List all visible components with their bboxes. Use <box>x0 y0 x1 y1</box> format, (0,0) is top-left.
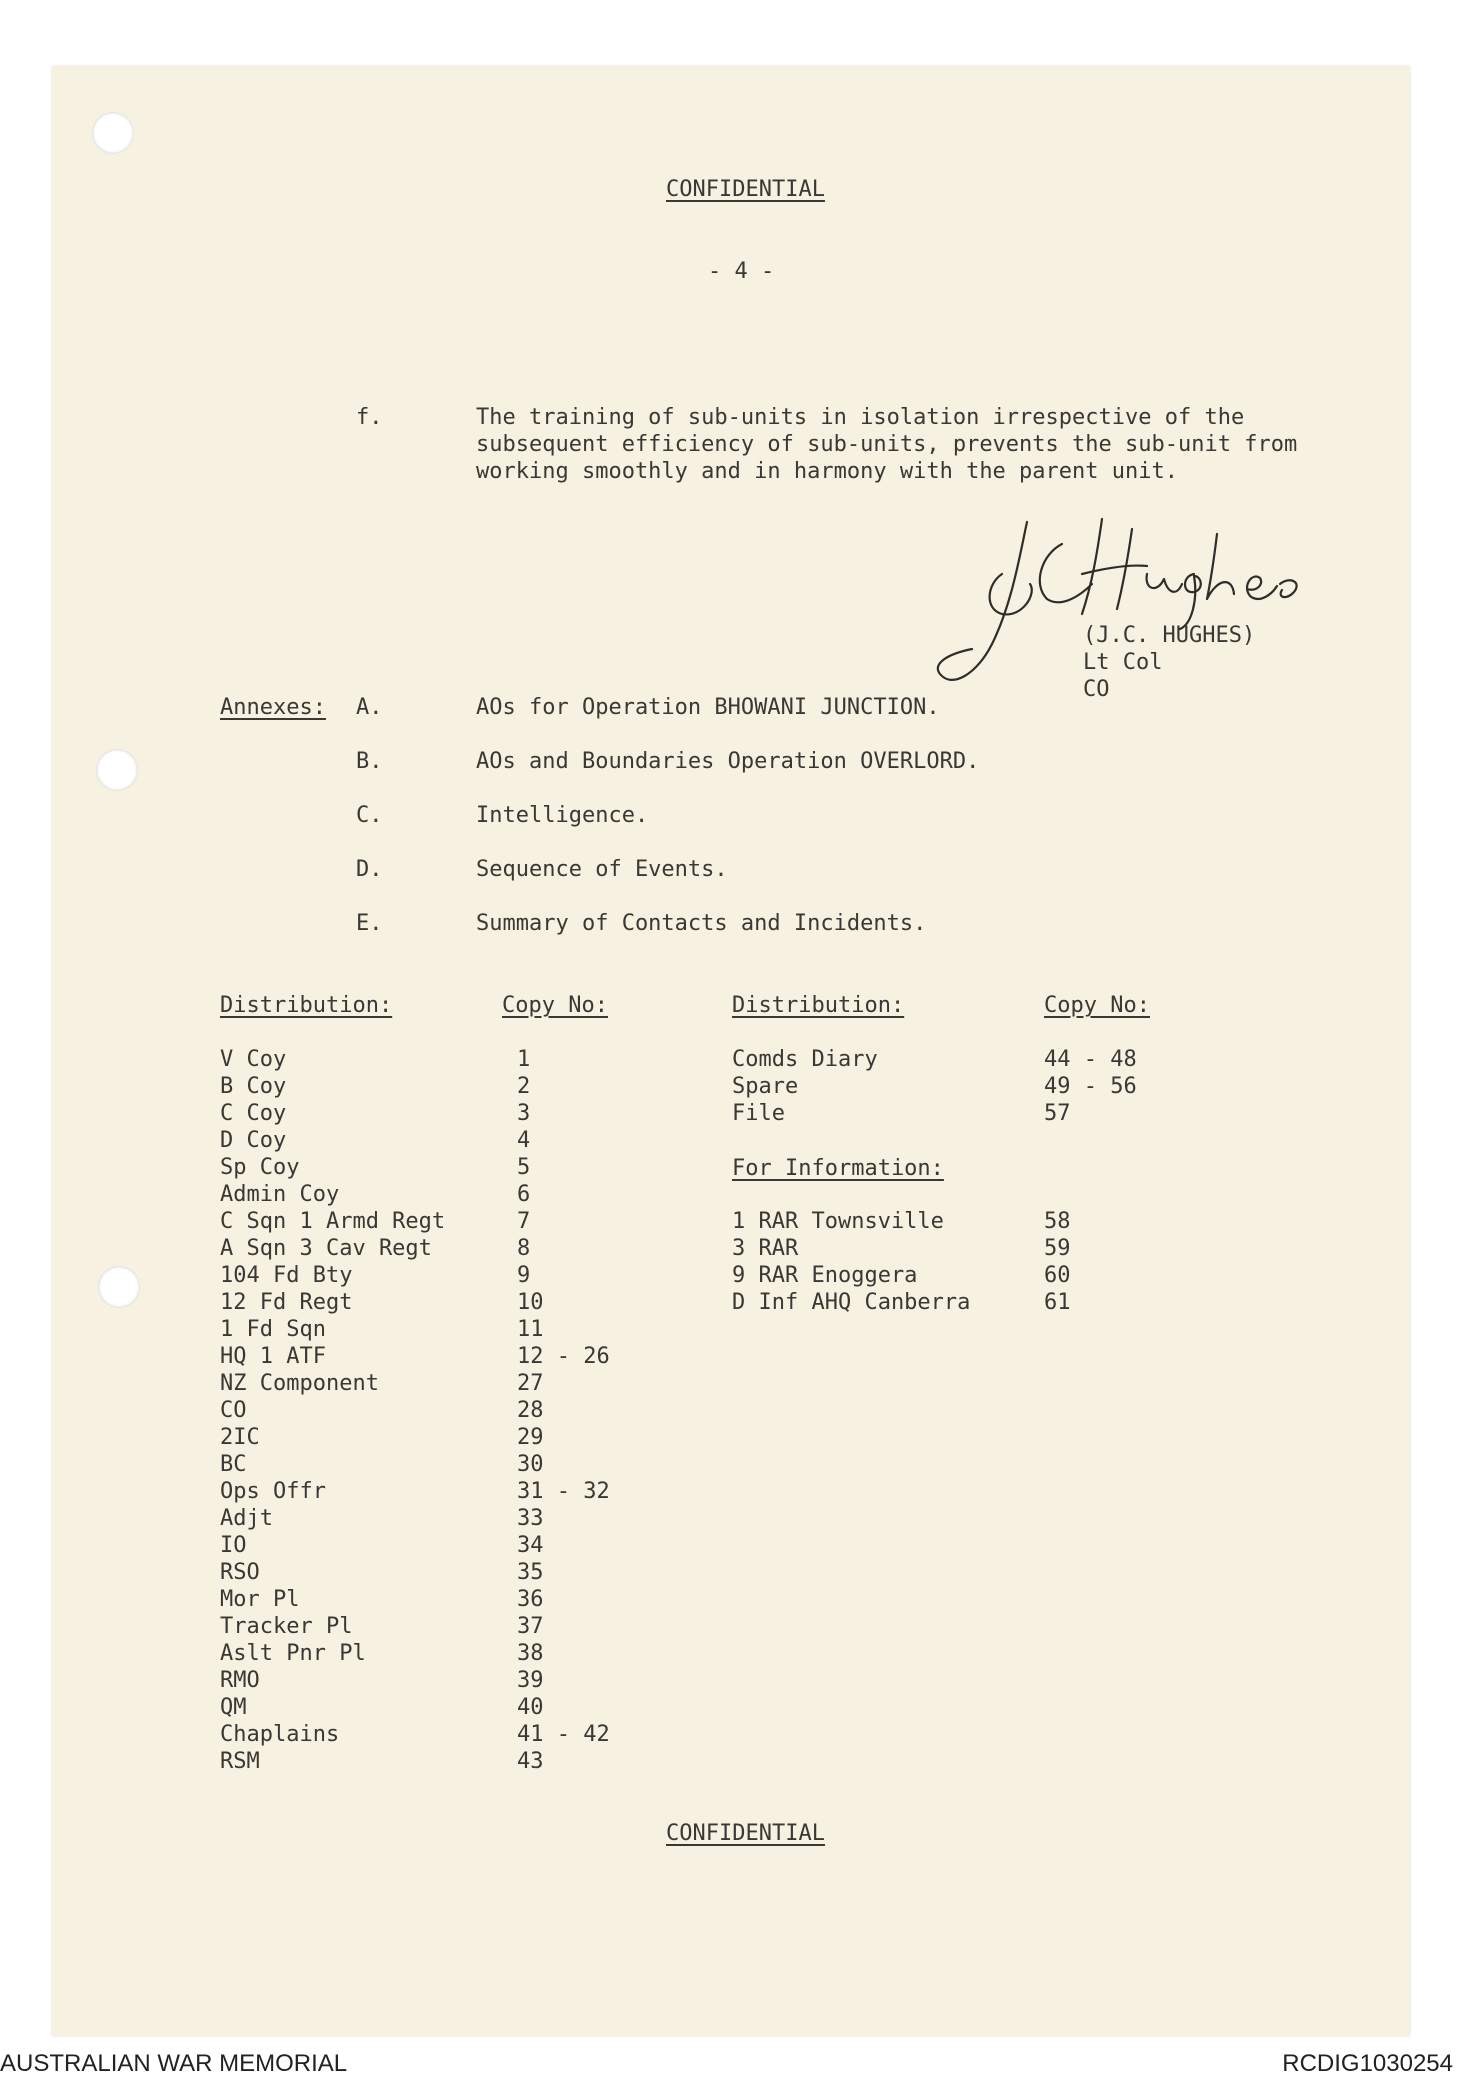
annex-text-a: AOs for Operation BHOWANI JUNCTION. <box>476 695 940 720</box>
distribution-row-name: RMO <box>220 1668 260 1693</box>
punch-hole-bottom <box>98 1266 140 1308</box>
information-row-name: 3 RAR <box>732 1236 799 1261</box>
archive-reference: RCDIG1030254 <box>1282 2050 1453 2077</box>
archive-institution: AUSTRALIAN WAR MEMORIAL <box>0 2050 348 2077</box>
distribution-row-name: BC <box>220 1452 247 1477</box>
annex-letter-d: D. <box>356 857 383 882</box>
page-number: - 4 - <box>708 259 775 284</box>
distribution-row-name: Admin Coy <box>220 1182 340 1207</box>
distribution-left-copies <box>517 1046 610 1775</box>
distribution-row-name: Mor Pl <box>220 1587 300 1612</box>
distribution-row-name: C Coy <box>220 1101 287 1126</box>
distribution-row-copy: 27 <box>517 1371 544 1396</box>
distribution-row-name: Tracker Pl <box>220 1614 353 1639</box>
distribution-row-copy: 34 <box>517 1533 544 1558</box>
distribution-row-copy: 57 <box>1044 1101 1071 1126</box>
annex-text-b: AOs and Boundaries Operation OVERLORD. <box>476 749 980 774</box>
distribution-row-name: IO <box>220 1533 247 1558</box>
distribution-row-copy: 40 <box>517 1695 544 1720</box>
annex-text-d: Sequence of Events. <box>476 857 728 882</box>
distribution-row-name: Chaplains <box>220 1722 340 1747</box>
information-row-copy: 60 <box>1044 1263 1071 1288</box>
distribution-row-copy: 39 <box>517 1668 544 1693</box>
distribution-row-copy: 1 <box>517 1047 531 1072</box>
paragraph-text: The training of sub-units in isolation irrespective of the subsequent efficiency of sub-units, prevents the sub-unit from working smoothly and in harmony with the parent unit. <box>476 405 1298 484</box>
information-row-copy: 61 <box>1044 1290 1071 1315</box>
distribution-row-name: Adjt <box>220 1506 273 1531</box>
distribution-row-copy: 35 <box>517 1560 544 1585</box>
distribution-row-copy: 30 <box>517 1452 544 1477</box>
distribution-row-copy: 9 <box>517 1263 531 1288</box>
document-page <box>52 66 1410 2036</box>
annex-letter-b: B. <box>356 749 383 774</box>
distribution-row-name: Comds Diary <box>732 1047 878 1072</box>
distribution-row-name: RSM <box>220 1749 260 1774</box>
distribution-row-name: 12 Fd Regt <box>220 1290 353 1315</box>
distribution-row-name: 2IC <box>220 1425 260 1450</box>
distribution-row-copy: 33 <box>517 1506 544 1531</box>
distribution-row-copy: 49 - 56 <box>1044 1074 1137 1099</box>
distribution-row-copy: 37 <box>517 1614 544 1639</box>
distribution-row-copy: 5 <box>517 1155 531 1180</box>
annex-letter-c: C. <box>356 803 383 828</box>
classification-header: CONFIDENTIAL <box>666 177 825 202</box>
distribution-row-name: A Sqn 3 Cav Regt <box>220 1236 432 1261</box>
distribution-row-name: NZ Component <box>220 1371 379 1396</box>
distribution-row-name: Ops Offr <box>220 1479 326 1504</box>
distribution-row-name: C Sqn 1 Armd Regt <box>220 1209 446 1234</box>
distribution-row-name: 1 Fd Sqn <box>220 1317 326 1342</box>
distribution-row-copy: 12 - 26 <box>517 1344 610 1369</box>
distribution-row-copy: 2 <box>517 1074 531 1099</box>
punch-hole-middle <box>96 749 138 791</box>
distribution-row-name: Sp Coy <box>220 1155 300 1180</box>
for-information-header: For Information: <box>732 1156 944 1181</box>
distribution-row-copy: 41 - 42 <box>517 1722 610 1747</box>
information-row-copy: 59 <box>1044 1236 1071 1261</box>
annex-letter-e: E. <box>356 911 383 936</box>
distribution-row-name: 104 Fd Bty <box>220 1263 353 1288</box>
signature-block: (J.C. HUGHES) Lt Col CO <box>1083 623 1256 702</box>
distribution-row-name: QM <box>220 1695 247 1720</box>
distribution-row-copy: 10 <box>517 1290 544 1315</box>
information-copies <box>1044 1208 1071 1316</box>
distribution-row-copy: 11 <box>517 1317 544 1342</box>
distribution-row-copy: 43 <box>517 1749 544 1774</box>
distribution-row-copy: 3 <box>517 1101 531 1126</box>
information-row-copy: 58 <box>1044 1209 1071 1234</box>
distribution-right-copies <box>1044 1046 1137 1127</box>
distribution-left-names <box>220 1046 445 1775</box>
information-names <box>732 1208 970 1316</box>
classification-footer: CONFIDENTIAL <box>666 1821 825 1846</box>
annex-text-e: Summary of Contacts and Incidents. <box>476 911 927 936</box>
annex-letter-a: A. <box>356 695 383 720</box>
distribution-row-name: HQ 1 ATF <box>220 1344 326 1369</box>
distribution-row-copy: 29 <box>517 1425 544 1450</box>
distribution-row-copy: 36 <box>517 1587 544 1612</box>
punch-hole-top <box>92 112 134 154</box>
information-row-name: 1 RAR Townsville <box>732 1209 944 1234</box>
copy-no-header-right: Copy No: <box>1044 993 1150 1018</box>
distribution-row-name: Aslt Pnr Pl <box>220 1641 366 1666</box>
distribution-row-name: RSO <box>220 1560 260 1585</box>
distribution-row-name: File <box>732 1101 785 1126</box>
distribution-row-copy: 31 - 32 <box>517 1479 610 1504</box>
information-row-name: D Inf AHQ Canberra <box>732 1290 971 1315</box>
annexes-label: Annexes: <box>220 695 326 720</box>
distribution-row-copy: 4 <box>517 1128 531 1153</box>
copy-no-header-left: Copy No: <box>502 993 608 1018</box>
distribution-row-name: D Coy <box>220 1128 287 1153</box>
annex-text-c: Intelligence. <box>476 803 649 828</box>
distribution-row-copy: 44 - 48 <box>1044 1047 1137 1072</box>
distribution-row-name: CO <box>220 1398 247 1423</box>
distribution-row-copy: 8 <box>517 1236 531 1261</box>
distribution-row-name: Spare <box>732 1074 799 1099</box>
distribution-row-copy: 38 <box>517 1641 544 1666</box>
distribution-right-names <box>732 1046 878 1127</box>
distribution-row-copy: 7 <box>517 1209 531 1234</box>
distribution-row-copy: 6 <box>517 1182 531 1207</box>
distribution-row-name: V Coy <box>220 1047 287 1072</box>
information-row-name: 9 RAR Enoggera <box>732 1263 918 1288</box>
distribution-row-name: B Coy <box>220 1074 287 1099</box>
paragraph-letter: f. <box>356 405 383 430</box>
distribution-row-copy: 28 <box>517 1398 544 1423</box>
distribution-header-left: Distribution: <box>220 993 393 1018</box>
distribution-header-right: Distribution: <box>732 993 905 1018</box>
